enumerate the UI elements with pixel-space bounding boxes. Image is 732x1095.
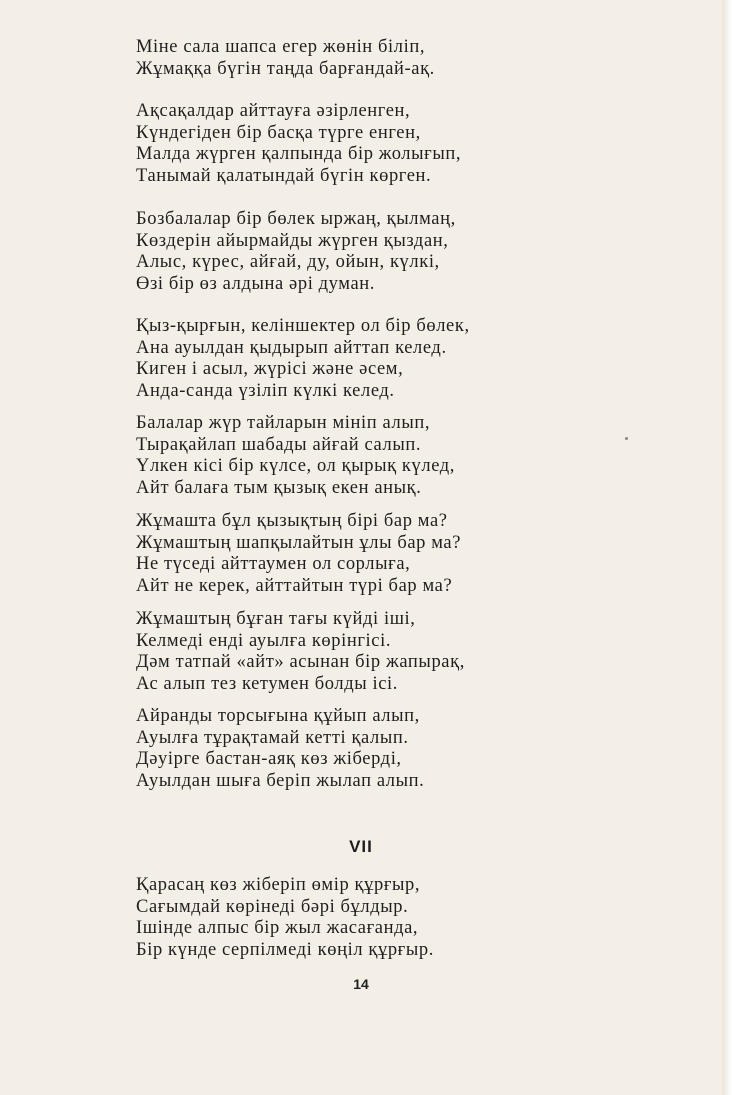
poem-stanza [136, 101, 596, 187]
poem-line: Айт балаға тым қызық екен анық. [136, 477, 422, 498]
poem-stanza [136, 413, 596, 499]
poem-stanza [136, 316, 596, 402]
poem-line: Жұмаштың шапқылайтын ұлы бар ма? [136, 532, 462, 553]
poem-line: Ауылдан шыға беріп жылап алып. [136, 770, 425, 791]
poem-stanza [136, 37, 596, 80]
poem-line: Өзі бір өз алдына әрі думан. [136, 273, 375, 294]
poem-line: Келмеді енді ауылға көрінгісі. [136, 630, 392, 651]
poem-line: Алыс, күрес, айғай, ду, ойын, күлкі, [136, 252, 440, 272]
poem-line: Қарасаң көз жіберіп өмір құрғыр, [136, 875, 421, 895]
poem-line: Жұмаққа бүгін таңда барғандай-ақ. [136, 58, 435, 79]
poem-line: Танымай қалатындай бүгін көрген. [136, 165, 432, 186]
paper-speck [625, 437, 628, 440]
poem-line: Ана ауылдан қыдырып айттап келед. [136, 337, 447, 358]
poem-stanza [136, 511, 596, 597]
poem-line: Бозбалалар бір бөлек ыржаң, қылмаң, [136, 209, 456, 229]
poem-line: Жұмашта бұл қызықтың бірі бар ма? [136, 511, 448, 531]
poem-line: Дәм татпай «айт» асынан бір жапырақ, [136, 652, 465, 672]
poem-line: Қыз-қырғын, келіншектер ол бір бөлек, [136, 316, 470, 336]
poem-line: Жұмаштың бұған тағы күйді іші, [136, 609, 416, 629]
section-heading: VII [349, 837, 373, 856]
poem-line: Ақсақалдар айттауға әзірленген, [136, 101, 411, 121]
page-edge [722, 0, 732, 1095]
poem-line: Дәуірге бастан-аяқ көз жіберді, [136, 749, 402, 769]
poem-line: Киген і асыл, жүрісі және әсем, [136, 359, 404, 379]
poem-stanza [136, 609, 596, 695]
poem-line: Көздерін айырмайды жүрген қыздан, [136, 230, 449, 251]
poem-line: Сағымдай көрінеді бәрі бұлдыр. [136, 896, 409, 917]
poem-line: Үлкен кісі бір күлсе, ол қырық күлед, [136, 456, 456, 476]
poem-line: Ішінде алпыс бір жыл жасағанда, [136, 918, 419, 938]
poem-line: Балалар жүр тайларын мініп алып, [136, 413, 431, 433]
poem-line: Не түседі айттаумен ол сорлыға, [136, 554, 411, 574]
poem-line: Күндегіден бір басқа түрге енген, [136, 122, 421, 143]
poem-stanza [136, 706, 596, 792]
poem-line: Міне сала шапса егер жөнін біліп, [136, 37, 426, 57]
poem-line: Айранды торсығына құйып алып, [136, 706, 420, 726]
poem-line: Айт не керек, айттайтын түрі бар ма? [136, 575, 453, 596]
poem-line: Ауылға тұрақтамай кетті қалып. [136, 727, 409, 748]
poem-line: Тырақайлап шабады айғай салып. [136, 434, 422, 455]
poem-stanza [136, 209, 596, 295]
poem-line: Анда-санда үзіліп күлкі келед. [136, 380, 395, 401]
poem-line: Малда жүрген қалпында бір жолығып, [136, 144, 462, 164]
closing-stanza [136, 875, 596, 961]
poem-line: Бір күнде серпілмеді көңіл құрғыр. [136, 939, 434, 960]
page-number: 14 [353, 976, 369, 992]
poem-line: Ас алып тез кетумен болды ісі. [136, 673, 399, 694]
